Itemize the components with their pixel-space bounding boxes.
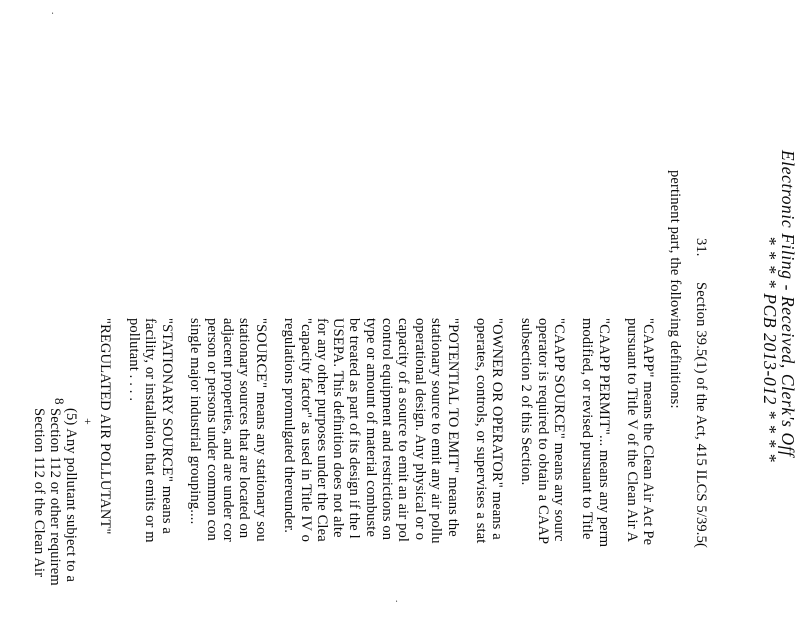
body-line: type or amount of material combuste	[363, 318, 379, 538]
body-line: adjacent properties, and are under cor	[220, 318, 236, 542]
body-line: operator is required to obtain a CAAP	[535, 318, 551, 545]
scan-speck: .	[50, 12, 60, 15]
body-line: "CAAPP PERMIT"... means any perm	[596, 318, 612, 548]
body-line: "capacity factor" as used in Title IV o	[298, 318, 314, 543]
body-line: "STATIONARY SOURCE" means a	[159, 318, 175, 534]
filing-case-number: * * * * PCB 2013-012 * * * *	[760, 236, 780, 463]
body-line: subsection 2 of this Section.	[518, 318, 534, 486]
body-line: modified, or revised pursuant to Title	[579, 318, 595, 540]
body-line: pursuant to Title V of the Clean Air A	[624, 318, 640, 543]
body-line: capacity of a source to emit an air pol	[395, 318, 411, 543]
body-line: Section 112 of the Clean Air	[31, 408, 47, 578]
body-line: Section 112 or other requirem	[47, 408, 63, 586]
body-line: "CAAPP" means the Clean Air Act Pe	[640, 318, 656, 546]
body-line: operational design. Any physical or o	[412, 318, 428, 541]
body-line: regulations promulgated thereunder.	[281, 318, 297, 534]
body-line: "SOURCE" means any stationary sou	[253, 318, 269, 542]
filing-header: Electronic Filing - Received, Clerk's Off	[778, 150, 798, 457]
body-line: "OWNER OR OPERATOR" means a	[489, 318, 505, 540]
scan-mark: +	[81, 418, 95, 425]
scan-speck: .	[394, 600, 404, 603]
paragraph-number: 31.	[693, 238, 709, 257]
body-line: facility, or installation that emits or m	[142, 318, 158, 543]
body-line: for any other purposes under the Clea	[314, 318, 330, 542]
body-line: control equipment and restrictions on	[379, 318, 395, 541]
body-line: pollutant . . . .	[126, 318, 142, 402]
body-line: "POTENTIAL TO EMIT" means the	[445, 318, 461, 537]
body-line: "REGULATED AIR POLLUTANT"	[97, 318, 113, 535]
body-line: USEPA. This definition does not alte	[330, 318, 346, 538]
body-line: stationary source to emit any air pollu	[428, 318, 444, 544]
body-line: stationary sources that are located on	[236, 318, 252, 539]
body-line: pertinent part, the following definitions:	[667, 170, 683, 409]
body-line: Section 39.5(1) of the Act, 415 ILCS 5/39.5(	[693, 282, 709, 548]
page-number: 8	[52, 398, 67, 405]
body-line: "CAAPP SOURCE" means any sourc	[551, 318, 567, 542]
body-line: (5) Any pollutant subject to a	[63, 408, 79, 583]
body-line: single major industrial grouping....	[187, 318, 203, 525]
body-line: be treated as part of its design if the l	[346, 318, 362, 539]
body-line: person or persons under common con	[204, 318, 220, 541]
body-line: operates, controls, or supervises a stat	[473, 318, 489, 544]
